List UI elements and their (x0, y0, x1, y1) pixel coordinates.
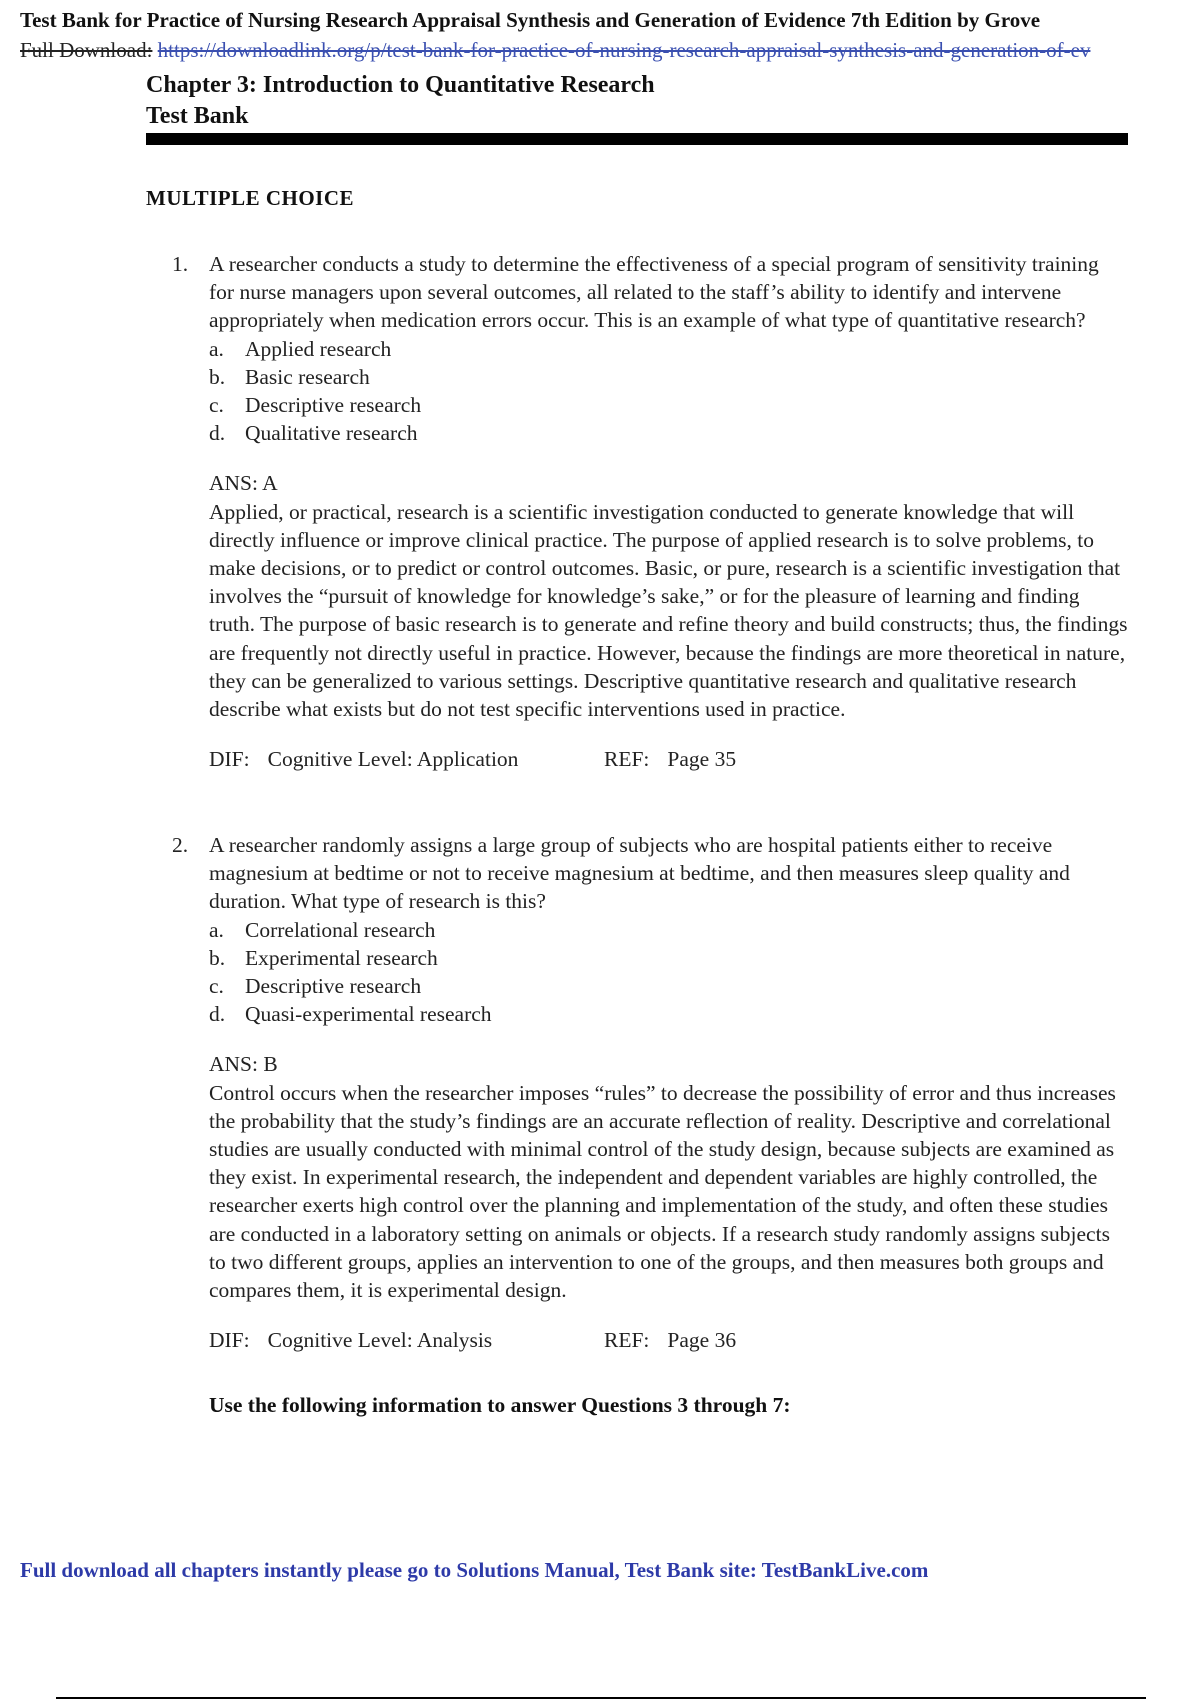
option-letter: b. (209, 364, 226, 389)
option-text: Applied research (245, 336, 392, 361)
answer-options (209, 335, 1132, 448)
difficulty-value: Cognitive Level: Analysis (267, 1328, 493, 1353)
header-divider (146, 133, 1128, 145)
question-number: 2. (172, 833, 189, 857)
option-letter: b. (209, 945, 226, 970)
option-letter: d. (209, 1002, 226, 1027)
option-b (209, 944, 1132, 972)
reference-value: Page 35 (667, 747, 737, 772)
group-instruction: Use the following information to answer Questions 3 through 7: (209, 1393, 791, 1417)
difficulty-value: Cognitive Level: Application (267, 747, 519, 772)
option-b (209, 363, 1132, 391)
reference-label: REF: (604, 1328, 650, 1353)
footer-divider (56, 1697, 1146, 1699)
download-link[interactable]: https://downloadlink.org/p/test-bank-for-practice-of-nursing-research-appraisal-synthesis-and-generation-of-ev (157, 38, 1091, 62)
option-d (209, 1000, 1132, 1028)
option-text: Basic research (245, 364, 370, 389)
reference-value: Page 36 (667, 1328, 737, 1353)
answer-key: ANS: B (209, 1052, 278, 1077)
option-c (209, 391, 1132, 419)
option-letter: c. (209, 393, 224, 418)
question-2 (172, 831, 1132, 1354)
footer-promo-link[interactable]: Full download all chapters instantly please go to Solutions Manual, Test Bank site: TestBankLive.com (20, 1558, 929, 1582)
option-c (209, 972, 1132, 1000)
option-letter: c. (209, 974, 224, 999)
question-number: 1. (172, 252, 189, 276)
difficulty (209, 1326, 604, 1354)
answer-block (209, 469, 1129, 723)
answer-options (209, 916, 1132, 1029)
option-letter: a. (209, 336, 224, 361)
download-label: Full Download: (20, 38, 153, 62)
option-text: Quasi-experimental research (245, 1002, 492, 1027)
difficulty-label: DIF: (209, 747, 250, 772)
question-1 (172, 250, 1132, 773)
question-meta (209, 745, 1132, 773)
option-d (209, 419, 1132, 447)
question-stem: A researcher conducts a study to determine the effectiveness of a special program of sensitivity training for nurse managers upon several outcomes, all related to the staff’s ability to identify and intervene appropriately when medication errors occur. This is an example of what type of quantitative research? (209, 252, 1099, 333)
option-a (209, 916, 1132, 944)
reference (604, 745, 736, 773)
chapter-title: Chapter 3: Introduction to Quantitative Research (146, 72, 655, 98)
answer-key: ANS: A (209, 471, 278, 496)
option-text: Experimental research (245, 945, 438, 970)
question-meta (209, 1326, 1132, 1354)
section-heading: MULTIPLE CHOICE (146, 186, 355, 210)
answer-rationale: Applied, or practical, research is a scientific investigation conducted to generate knowledge that will directly influence or improve clinical practice. The purpose of applied research is to solve problems, to make decisions, or to predict or control outcomes. Basic, or pure, research is a scientific investigation that involves the “pursuit of knowledge for knowledge’s sake,” or for the pleasure of learning and finding truth. The purpose of basic research is to generate and refine theory and build constructs; thus, the findings are frequently not directly useful in practice. However, because the findings are more theoretical in nature, they can be generalized to various settings. Descriptive quantitative research and qualitative research describe what exists but do not test specific interventions used in practice. (209, 499, 1128, 722)
option-text: Descriptive research (245, 974, 422, 999)
option-text: Qualitative research (245, 421, 418, 446)
answer-block (209, 1050, 1129, 1304)
reference (604, 1326, 736, 1354)
answer-rationale: Control occurs when the researcher imposes “rules” to decrease the possibility of error and thus increases the probability that the study’s findings are an accurate reflection of reality. Descriptive and correlational studies are usually conducted with minimal control of the study design, because subjects are examined as they exist. In experimental research, the independent and dependent variables are highly controlled, the researcher exerts high control over the planning and implementation of the study, and often these studies are conducted in a laboratory setting on animals or objects. If a research study randomly assigns subjects to two different groups, applies an intervention to one of the groups, and then measures both groups and compares them, it is experimental design. (209, 1080, 1116, 1303)
question-stem: A researcher randomly assigns a large group of subjects who are hospital patients either to receive magnesium at bedtime or not to receive magnesium at bedtime, and then measures sleep quality and duration. What type of research is this? (209, 833, 1070, 914)
option-letter: a. (209, 917, 224, 942)
option-a (209, 335, 1132, 363)
option-text: Correlational research (245, 917, 436, 942)
reference-label: REF: (604, 747, 650, 772)
difficulty-label: DIF: (209, 1328, 250, 1353)
download-line (20, 38, 1200, 63)
difficulty (209, 745, 604, 773)
chapter-subtitle: Test Bank (146, 103, 249, 129)
document-source-title: Test Bank for Practice of Nursing Research Appraisal Synthesis and Generation of Evidence 7th Edition by Grove (20, 8, 1041, 32)
option-text: Descriptive research (245, 393, 422, 418)
option-letter: d. (209, 421, 226, 446)
